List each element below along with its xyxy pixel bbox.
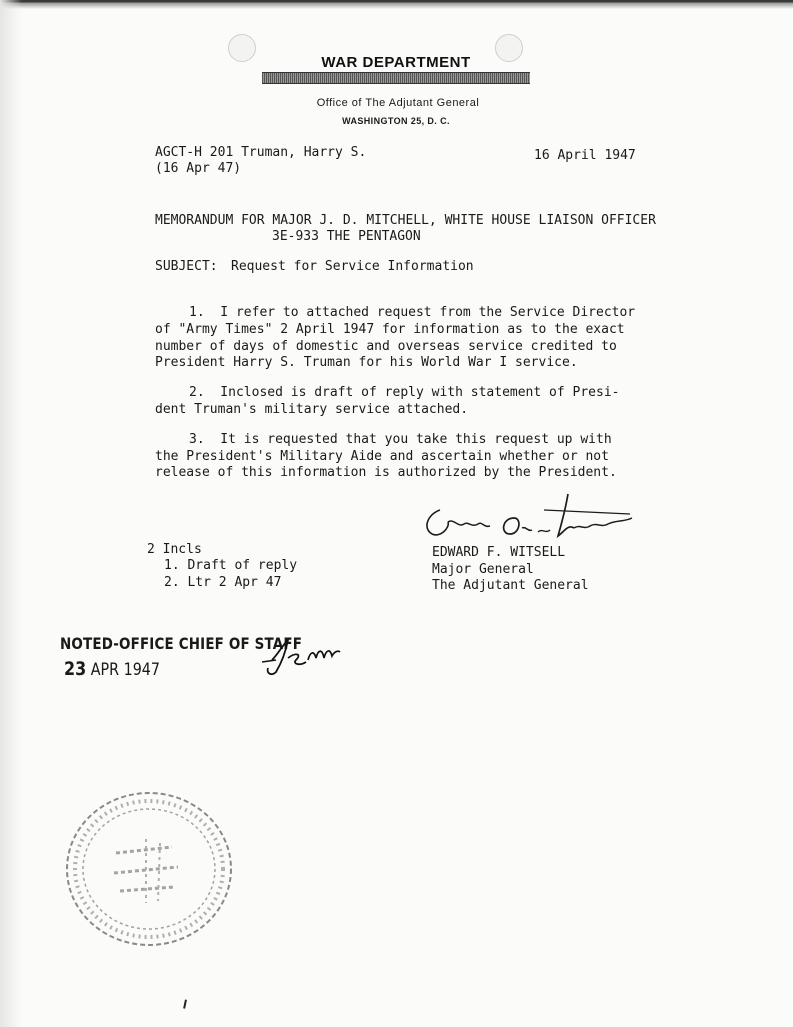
memorandum-addressee: MEMORANDUM FOR MAJOR J. D. MITCHELL, WHITE HOUSE LIAISON OFFICER <box>155 213 656 228</box>
paragraph-line: 1. I refer to attached request from the Service Director <box>189 305 636 320</box>
letterhead-location: WASHINGTON 25, D. C. <box>342 116 450 126</box>
scan-left-edge <box>0 0 22 1027</box>
noted-stamp-month-year: APR 1947 <box>90 660 160 680</box>
margin-mark <box>183 999 191 1009</box>
signer-title: The Adjutant General <box>432 578 589 593</box>
paragraph-line: the President's Military Aide and ascertain whether or not <box>155 449 609 464</box>
paragraph-line: number of days of domestic and overseas service credited to <box>155 339 617 354</box>
letterhead-office: Office of The Adjutant General <box>316 97 480 109</box>
reference-file: AGCT-H 201 Truman, Harry S. <box>155 145 367 160</box>
subject-text: Request for Service Information <box>231 259 474 274</box>
memorandum-location: 3E-933 THE PENTAGON <box>272 229 421 244</box>
inclosure-item: 2. Ltr 2 Apr 47 <box>164 575 282 590</box>
paragraph-line: 3. It is requested that you take this request up with <box>189 432 612 447</box>
paragraph-line: release of this information is authorized by the President. <box>155 465 617 480</box>
noted-stamp-day: 23 <box>64 658 87 680</box>
noted-stamp-text: NOTED-OFFICE CHIEF OF STAFF <box>60 634 303 653</box>
noted-stamp-initials <box>262 632 342 678</box>
noted-stamp-date <box>64 658 160 680</box>
signer-rank: Major General <box>432 562 534 577</box>
paragraph-line: of "Army Times" 2 April 1947 for information as to the exact <box>155 322 625 337</box>
inclosure-item: 1. Draft of reply <box>164 558 298 573</box>
binder-hole-left <box>228 34 256 62</box>
reference-file-date: (16 Apr 47) <box>155 161 242 176</box>
signer-name: EDWARD F. WITSELL <box>432 545 566 560</box>
subject-label: SUBJECT: <box>155 259 218 274</box>
inclosures-header: 2 Incls <box>147 542 202 557</box>
handwritten-signature <box>418 488 638 548</box>
letterhead-title: WAR DEPARTMENT <box>321 54 471 71</box>
letterhead-rule <box>262 72 530 84</box>
document-date: 16 April 1947 <box>534 148 636 163</box>
paragraph-line: President Harry S. Truman for his World War I service. <box>155 355 578 370</box>
scan-top-edge <box>0 0 793 10</box>
receiving-stamp-seal <box>54 783 244 953</box>
paragraph-line: dent Truman's military service attached. <box>155 402 469 417</box>
paragraph-line: 2. Inclosed is draft of reply with statement of Presi- <box>189 385 620 400</box>
